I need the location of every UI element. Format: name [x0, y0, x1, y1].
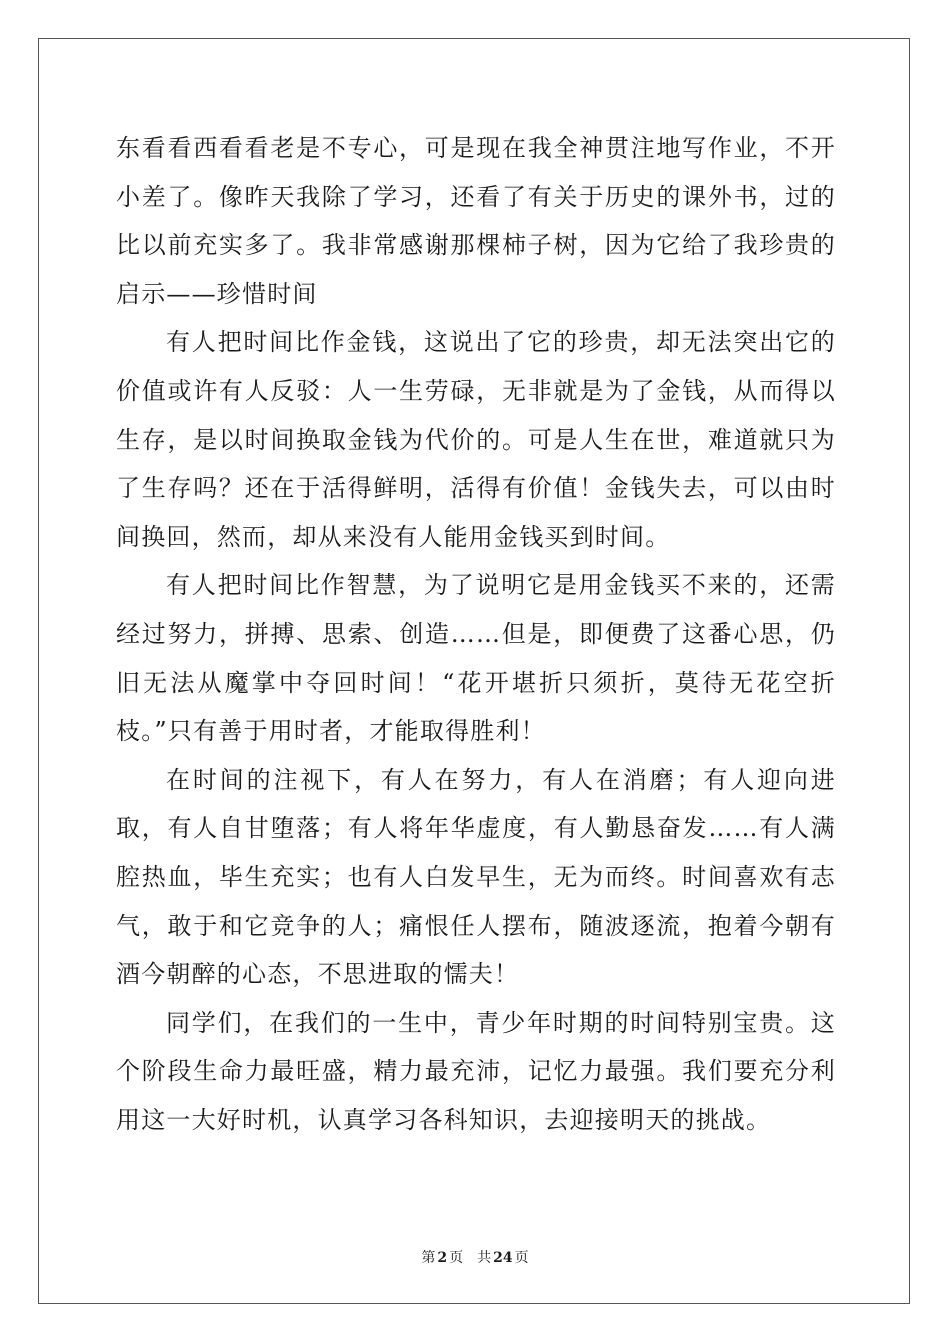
footer-total-prefix: 共	[477, 1250, 492, 1266]
footer-page-prefix: 第	[421, 1250, 436, 1266]
paragraph: 同学们，在我们的一生中，青少年时期的时间特别宝贵。这个阶段生命力最旺盛，精力最充沛，记忆力最强。我们要充分利用这一大好时机，认真学习各科知识，去迎接明天的挑战。	[116, 1008, 836, 1134]
footer-page-unit: 页	[449, 1250, 464, 1266]
footer-total-unit: 页	[514, 1250, 529, 1266]
paragraph: 有人把时间比作智慧，为了说明它是用金钱买不来的，还需经过努力，拼搏、思索、创造……但是，即便费了这番心思，仍旧无法从魔掌中夺回时间！“花开堪折只须折，莫待无花空折枝。”只有善于用时者，才能取得胜利！	[116, 571, 836, 746]
paragraph: 有人把时间比作金钱，这说出了它的珍贵，却无法突出它的价值或许有人反驳：人一生劳碌，无非就是为了金钱，从而得以生存，是以时间换取金钱为代价的。可是人生在世，难道就只为了生存吗？还在于活得鲜明，活得有价值！金钱失去，可以由时间换回，然而，却从来没有人能用金钱买到时间。	[116, 328, 836, 551]
page-footer	[0, 1247, 950, 1267]
footer-page-number: 2	[437, 1250, 448, 1266]
paragraph: 在时间的注视下，有人在努力，有人在消磨；有人迎向进取，有人自甘堕落；有人将年华虚度，有人勤恳奋发……有人满腔热血，毕生充实；也有人白发早生，无为而终。时间喜欢有志气，敢于和它竞争的人；痛恨任人摆布，随波逐流，抱着今朝有酒今朝醉的心态，不思进取的懦夫！	[116, 765, 836, 989]
document-body	[116, 124, 836, 1144]
footer-total-pages: 24	[493, 1250, 513, 1266]
paragraph-continued: 东看看西看看老是不专心，可是现在我全神贯注地写作业，不开小差了。像昨天我除了学习，还看了有关于历史的课外书，过的比以前充实多了。我非常感谢那棵柿子树，因为它给了我珍贵的启示——珍惜时间	[116, 134, 836, 308]
